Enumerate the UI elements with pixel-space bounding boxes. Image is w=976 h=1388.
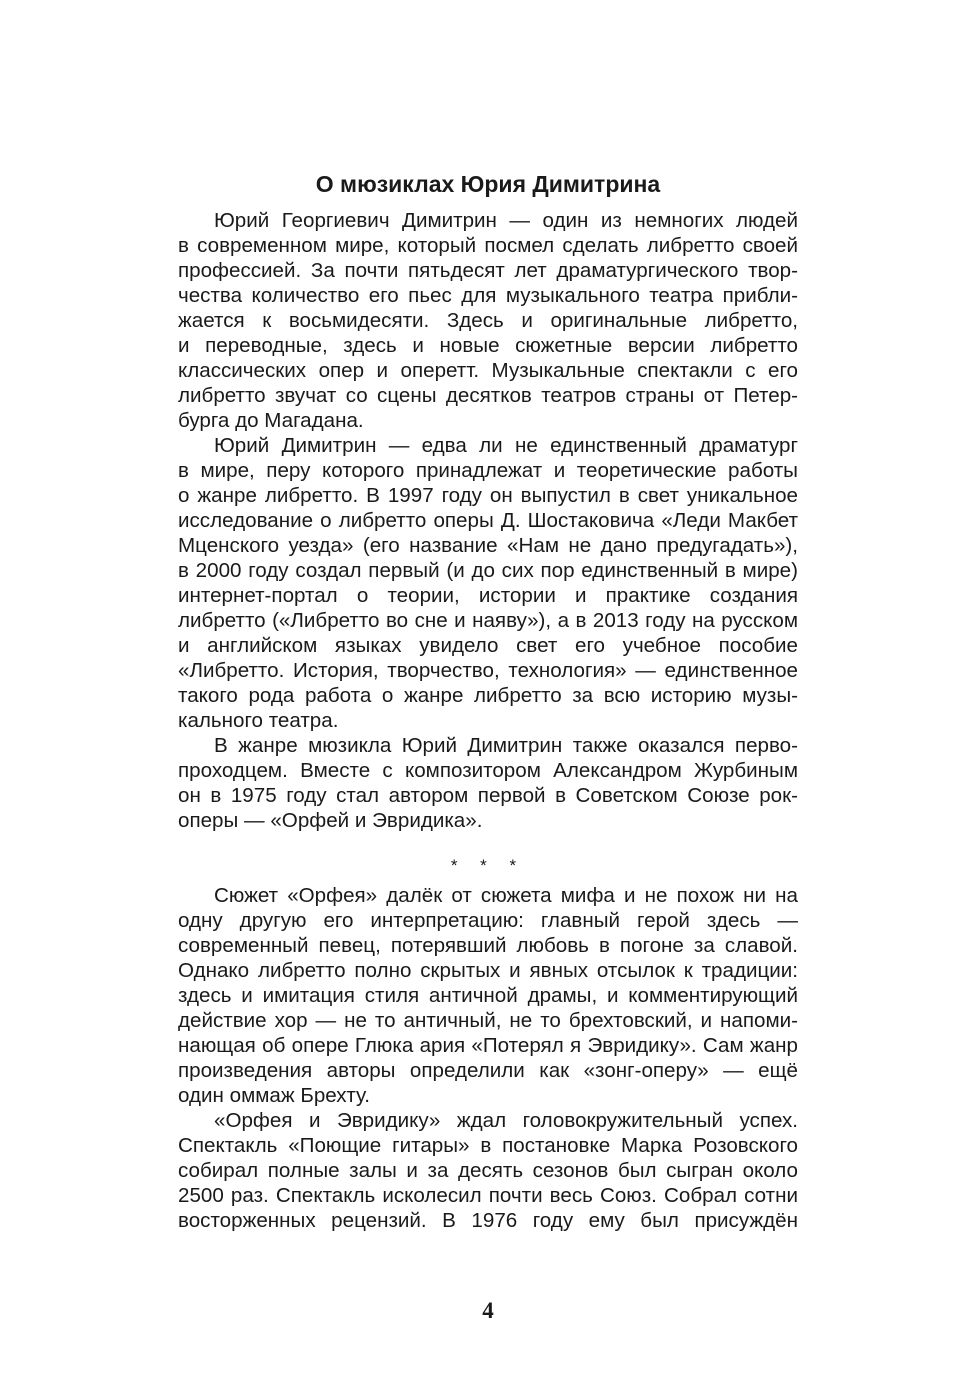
text-line: о жанре либретто. В 1997 году он выпустил в свет уникальное	[178, 484, 798, 507]
text-line: действие хор — не то античный, не то брехтовский, и напоми-	[178, 1009, 798, 1032]
text-line: произведения авторы определили как «зонг-оперу» — ещё	[178, 1059, 798, 1082]
text-line: бурга до Магадана.	[178, 409, 364, 432]
text-line: В жанре мюзикла Юрий Димитрин также оказался перво-	[214, 734, 798, 757]
text-line: один оммаж Брехту.	[178, 1084, 370, 1107]
text-line: такого рода работа о жанре либретто за всю историю музы-	[178, 684, 798, 707]
chapter-title: О мюзиклах Юрия Димитрина	[315, 171, 661, 197]
text-line: 2500 раз. Спектакль исколесил почти весь Союз. Собрал сотни	[178, 1184, 798, 1207]
text-line: Юрий Георгиевич Димитрин — один из немногих людей	[214, 209, 798, 232]
text-line: либретто звучат со сцены десятков театров страны от Петер-	[178, 384, 798, 407]
text-line: интернет-портал о теории, истории и практике создания	[178, 584, 798, 607]
text-line: классических опер и оперетт. Музыкальные спектакли с его	[178, 359, 798, 382]
text-line: Мценского уезда» (его название «Нам не дано предугадать»),	[178, 534, 798, 557]
text-line: одну другую его интерпретацию: главный герой здесь —	[178, 909, 798, 932]
text-line: восторженных рецензий. В 1976 году ему был присуждён	[178, 1209, 798, 1232]
text-line: нающая об опере Глюка ария «Потерял я Эвридику». Сам жанр	[178, 1034, 798, 1057]
text-line: в современном мире, который посмел сделать либретто своей	[178, 234, 798, 257]
text-line: Однако либретто полно скрытых и явных отсылок к традиции:	[178, 959, 798, 982]
text-line: Спектакль «Поющие гитары» в постановке Марка Розовского	[178, 1134, 798, 1157]
text-line: «Либретто. История, творчество, технология» — единственное	[178, 659, 798, 682]
text-line: «Орфея и Эвридику» ждал головокружительный успех.	[214, 1109, 798, 1132]
text-line: Юрий Димитрин — едва ли не единственный драматург	[214, 434, 798, 457]
text-line: в 2000 году создал первый (и до сих пор единственный в мире)	[178, 559, 798, 582]
text-line: здесь и имитация стиля античной драмы, и комментирующий	[178, 984, 798, 1007]
page-number: 4	[482, 1298, 494, 1323]
text-line: проходцем. Вместе с композитором Александром Журбиным	[178, 759, 798, 782]
book-page	[178, 0, 798, 1388]
text-line: в мире, перу которого принадлежат и теоретические работы	[178, 459, 798, 482]
text-line: профессией. За почти пятьдесят лет драматургического твор-	[178, 259, 798, 282]
text-line: Сюжет «Орфея» далёк от сюжета мифа и не похож ни на	[214, 884, 798, 907]
section-separator: * * *	[450, 856, 526, 875]
text-line: и английском языках увидело свет его учебное пособие	[178, 634, 798, 657]
text-line: оперы — «Орфей и Эвридика».	[178, 809, 483, 832]
text-line: либретто («Либретто во сне и наяву»), а в 2013 году на русском	[178, 609, 798, 632]
text-line: кального театра.	[178, 709, 339, 732]
text-line: и переводные, здесь и новые сюжетные версии либретто	[178, 334, 798, 357]
text-line: собирал полные залы и за десять сезонов был сыгран около	[178, 1159, 798, 1182]
text-line: современный певец, потерявший любовь в погоне за славой.	[178, 934, 798, 957]
text-line: он в 1975 году стал автором первой в Советском Союзе рок-	[178, 784, 798, 807]
text-line: исследование о либретто оперы Д. Шостаковича «Леди Макбет	[178, 509, 798, 532]
text-line: жается к восьмидесяти. Здесь и оригинальные либретто,	[178, 309, 798, 332]
text-line: чества количество его пьес для музыкального театра прибли-	[178, 284, 798, 307]
